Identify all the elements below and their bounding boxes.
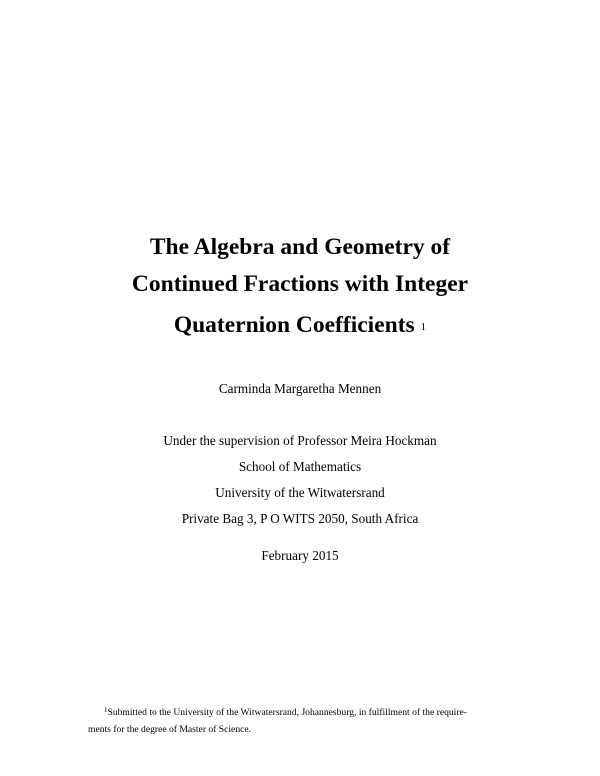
footnote-line-1 (88, 704, 518, 721)
supervisor-line: Under the supervision of Professor Meira Hockman (163, 433, 437, 448)
title-text-3: Quaternion Coefficients (173, 312, 415, 338)
title-footnote-marker: 1 (420, 321, 427, 333)
university-line: University of the Witwatersrand (215, 485, 385, 500)
footnote-text-1: Submitted to the University of the Witwatersrand, Johannesburg, in fulfillment of the require- (107, 707, 467, 718)
address-line: Private Bag 3, P O WITS 2050, South Africa (181, 511, 419, 526)
title-line-3 (0, 309, 600, 341)
title-text-2: Continued Fractions with Integer (131, 271, 469, 297)
author-name: Carminda Margaretha Mennen (218, 381, 382, 396)
title-line-1 (0, 231, 600, 263)
footnote-line-2: ments for the degree of Master of Science. (88, 724, 252, 735)
school-line: School of Mathematics (238, 459, 362, 474)
footnote-marker: 1 (104, 706, 108, 714)
title-text-1: The Algebra and Geometry of (149, 234, 451, 260)
submission-date: February 2015 (261, 548, 339, 563)
footnote (88, 704, 518, 738)
title-line-2 (0, 268, 600, 300)
